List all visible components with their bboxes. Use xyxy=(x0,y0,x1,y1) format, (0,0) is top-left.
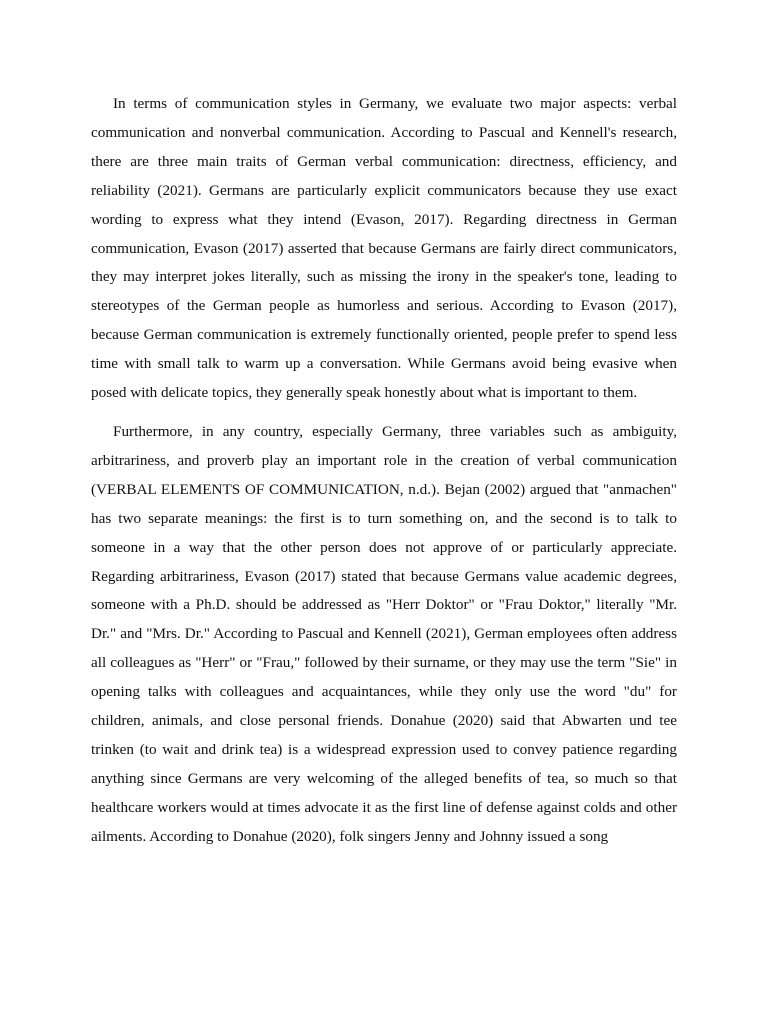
paragraph-communication-styles: In terms of communication styles in Germany, we evaluate two major aspects: verbal communication and nonverbal communication. According to Pascual and Kennell's research, there are three main traits of German verbal communication: directness, efficiency, and reliability (2021). Germans are particularly explicit communicators because they use exact wording to express what they intend (Evason, 2017). Regarding directness in German communication, Evason (2017) asserted that because Germans are fairly direct communicators, they may interpret jokes literally, such as missing the irony in the speaker's tone, leading to stereotypes of the German people as humorless and serious. According to Evason (2017), because German communication is extremely functionally oriented, people prefer to spend less time with small talk to warm up a conversation. While Germans avoid being evasive when posed with delicate topics, they generally speak honestly about what is important to them. xyxy=(91,95,677,402)
body-text xyxy=(91,90,677,852)
paragraph-verbal-elements: Furthermore, in any country, especially Germany, three variables such as ambiguity, arbitrariness, and proverb play an important role in the creation of verbal communication (VERBAL ELEMENTS OF COMMUNICATION, n.d.). Bejan (2002) argued that "anmachen" has two separate meanings: the first is to turn something on, and the second is to talk to someone in a way that the other person does not approve of or particularly appreciate. Regarding arbitrariness, Evason (2017) stated that because Germans value academic degrees, someone with a Ph.D. should be addressed as "Herr Doktor" or "Frau Doktor," literally "Mr. Dr." and "Mrs. Dr." According to Pascual and Kennell (2021), German employees often address all colleagues as "Herr" or "Frau," followed by their surname, or they may use the term "Sie" in opening talks with colleagues and acquaintances, while they only use the word "du" for children, animals, and close personal friends. Donahue (2020) said that Abwarten und tee trinken (to wait and drink tea) is a widespread expression used to convey patience regarding anything since Germans are very welcoming of the alleged benefits of tea, so much so that healthcare workers would at times advocate it as the first line of defense against colds and other ailments. According to Donahue (2020), folk singers Jenny and Johnny issued a song xyxy=(91,422,677,845)
